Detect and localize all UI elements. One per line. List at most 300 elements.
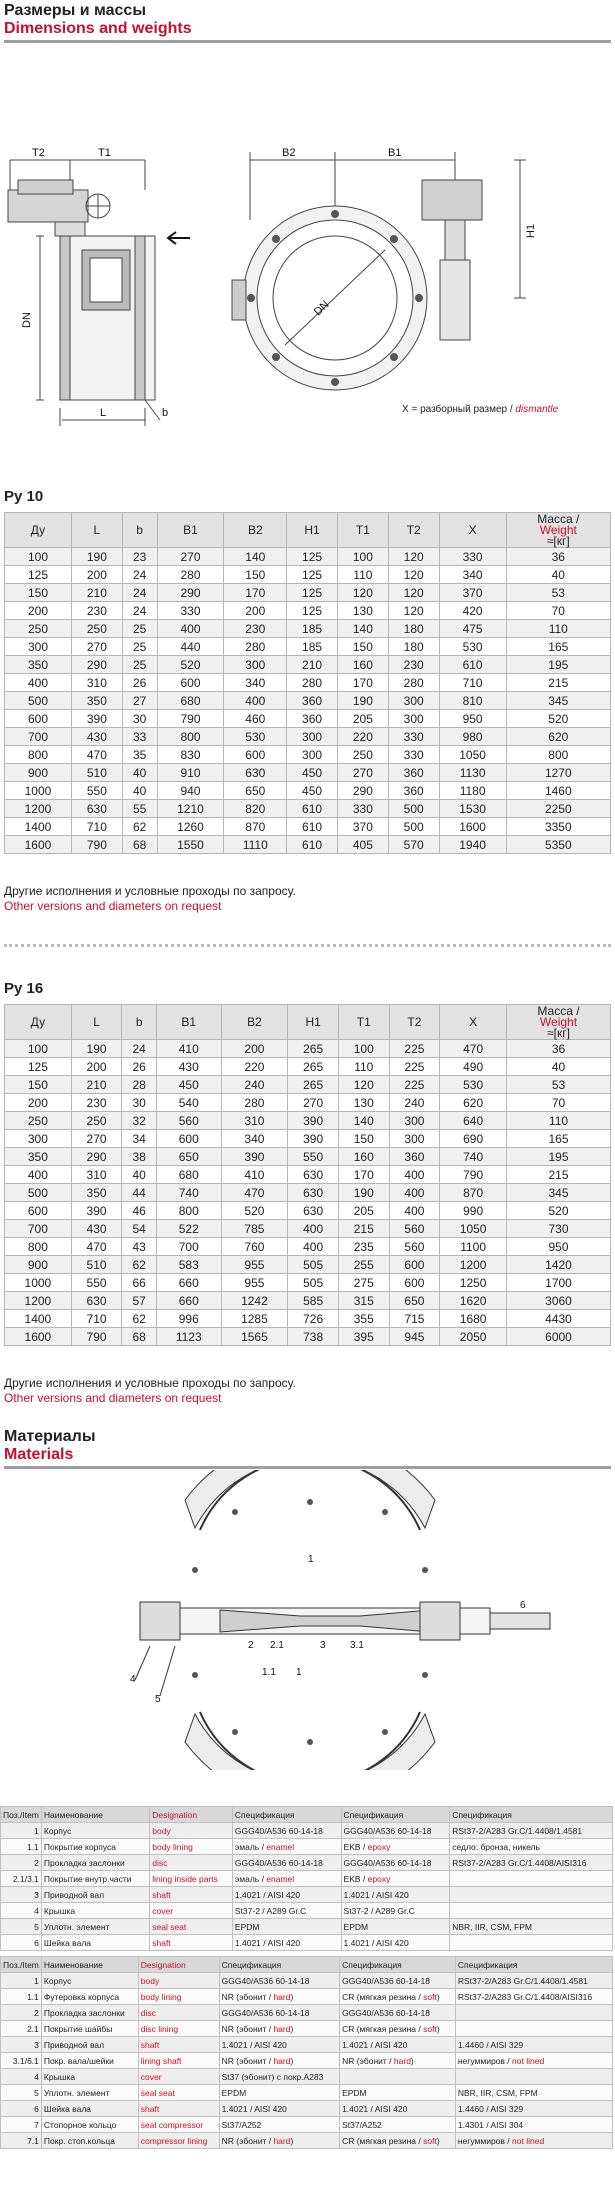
table-cell: 370 — [337, 818, 388, 836]
table-row — [5, 656, 611, 674]
table-cell: 1.4460 / AISI 329 — [455, 2037, 612, 2053]
table-row — [5, 836, 611, 854]
table-cell: 27 — [122, 692, 157, 710]
table-cell: lining shaft — [138, 2053, 219, 2069]
table-cell: 68 — [122, 1328, 157, 1346]
table-cell: CR (мягкая резина / soft) — [340, 2021, 456, 2037]
table-cell: 1.4021 / AISI 420 — [232, 1935, 341, 1951]
item-label: 1.1 — [262, 1667, 276, 1678]
table-cell: 650 — [224, 782, 287, 800]
table-cell: 1242 — [221, 1292, 288, 1310]
table-cell: 390 — [288, 1130, 339, 1148]
table-cell: 1210 — [157, 800, 224, 818]
table-cell: 340 — [439, 566, 506, 584]
table-cell: 1200 — [440, 1256, 507, 1274]
table-cell: 280 — [287, 674, 338, 692]
table-row — [1, 2069, 613, 2085]
table-cell: 350 — [5, 656, 72, 674]
table-cell: 2050 — [440, 1328, 507, 1346]
table-cell: 345 — [506, 1184, 610, 1202]
table-cell: 100 — [5, 1040, 72, 1058]
table-cell: 650 — [156, 1148, 221, 1166]
table-cell: 310 — [71, 674, 122, 692]
table-cell: 40 — [506, 1058, 610, 1076]
table-cell: Шейка вала — [41, 1935, 149, 1951]
table-row — [5, 1184, 611, 1202]
table-cell: 225 — [389, 1076, 440, 1094]
table-cell: 210 — [287, 656, 338, 674]
table-cell: 165 — [506, 1130, 610, 1148]
table-cell: 170 — [337, 674, 388, 692]
table-cell: 250 — [71, 620, 122, 638]
table-row — [5, 674, 611, 692]
table-cell: 630 — [224, 764, 287, 782]
label-t1: T1 — [98, 147, 111, 159]
mat-header-cell: Спецификация — [340, 1957, 456, 1973]
table-cell: 800 — [506, 746, 610, 764]
table-cell: 585 — [288, 1292, 339, 1310]
py10-table — [4, 512, 611, 854]
table-cell: 600 — [389, 1274, 440, 1292]
dims-title-en: Dimensions and weights — [4, 20, 192, 37]
table-cell: 740 — [440, 1148, 507, 1166]
table-cell: 68 — [122, 836, 157, 854]
table-cell: 405 — [337, 836, 388, 854]
table-cell: body — [150, 1823, 233, 1839]
table-cell: 1285 — [221, 1310, 288, 1328]
table-cell: 280 — [388, 674, 439, 692]
table-cell: Шейка вала — [41, 2101, 138, 2117]
table-cell: 1250 — [440, 1274, 507, 1292]
table-cell: 215 — [338, 1220, 389, 1238]
table-cell: GGG40/A536 60-14-18 — [219, 2005, 339, 2021]
table-cell: 340 — [224, 674, 287, 692]
table-row — [5, 548, 611, 566]
item-label: 6 — [520, 1600, 526, 1611]
table-cell: EPDM — [340, 2085, 456, 2101]
table-cell: 715 — [389, 1310, 440, 1328]
table-cell: 620 — [506, 728, 610, 746]
table-cell: 310 — [221, 1112, 288, 1130]
table-row — [5, 638, 611, 656]
table-cell: 1600 — [439, 818, 506, 836]
table-cell: disc — [150, 1855, 233, 1871]
table-cell: 630 — [71, 1292, 122, 1310]
col-du: Ду — [5, 1005, 72, 1040]
table-cell: 680 — [156, 1166, 221, 1184]
table-cell: 3 — [1, 1887, 42, 1903]
table-cell: 185 — [287, 638, 338, 656]
table-row — [1, 2133, 613, 2149]
table-cell: 690 — [440, 1130, 507, 1148]
table-cell: 700 — [5, 728, 72, 746]
table-cell — [340, 2069, 456, 2085]
table-cell: 1.4021 / AISI 420 — [219, 2101, 339, 2117]
table-cell: 340 — [221, 1130, 288, 1148]
table-cell: 30 — [122, 1094, 157, 1112]
table-cell: 190 — [71, 1040, 122, 1058]
table-cell: 265 — [288, 1058, 339, 1076]
table-cell: 1400 — [5, 1310, 72, 1328]
table-cell: 300 — [287, 728, 338, 746]
table-row — [1, 2101, 613, 2117]
table-cell: 38 — [122, 1148, 157, 1166]
table-cell: 36 — [506, 1040, 610, 1058]
table-cell: EPDM — [219, 2085, 339, 2101]
table-cell: 600 — [389, 1256, 440, 1274]
table-cell: 1600 — [5, 1328, 72, 1346]
table-cell: 390 — [71, 1202, 122, 1220]
col-t1: T1 — [338, 1005, 389, 1040]
table-cell: Стопорное кольцо — [41, 2117, 138, 2133]
table-cell: shaft — [138, 2101, 219, 2117]
table-cell: 490 — [440, 1058, 507, 1076]
table-cell: 410 — [221, 1166, 288, 1184]
table-cell: 980 — [439, 728, 506, 746]
table-row — [5, 710, 611, 728]
table-cell: 360 — [388, 782, 439, 800]
table-row — [5, 1166, 611, 1184]
table-cell: 1100 — [440, 1238, 507, 1256]
py10-note-en: Other versions and diameters on request — [4, 899, 222, 913]
table-cell: 710 — [71, 818, 122, 836]
table-row — [5, 602, 611, 620]
materials-title-ru: Материалы — [4, 1428, 96, 1445]
table-cell: 110 — [506, 620, 610, 638]
col-b: b — [122, 1005, 157, 1040]
table-cell: 100 — [337, 548, 388, 566]
table-cell: 4 — [1, 2069, 42, 2085]
table-cell: 120 — [337, 584, 388, 602]
table-cell: 1600 — [5, 836, 72, 854]
table-cell: 560 — [389, 1238, 440, 1256]
item-label: 2 — [248, 1640, 254, 1651]
table-cell: 4430 — [506, 1310, 610, 1328]
table-cell: GGG40/A536 60-14-18 — [232, 1855, 341, 1871]
label-b2: B2 — [282, 147, 296, 159]
col-l: L — [71, 1005, 122, 1040]
table-cell: 24 — [122, 566, 157, 584]
label-h1: H1 — [525, 223, 537, 238]
table-cell — [450, 1871, 613, 1887]
table-cell: 1200 — [5, 1292, 72, 1310]
table-cell — [455, 2069, 612, 2085]
table-cell: 470 — [71, 1238, 122, 1256]
table-cell: эмаль / enamel — [232, 1871, 341, 1887]
table-cell: 2.1 — [1, 2021, 42, 2037]
label-b1: B1 — [388, 147, 402, 159]
table-cell: 460 — [224, 710, 287, 728]
table-cell: 2250 — [506, 800, 610, 818]
table-cell: 205 — [338, 1202, 389, 1220]
table-cell: 210 — [71, 1076, 122, 1094]
table-cell: 520 — [157, 656, 224, 674]
table-cell: 680 — [157, 692, 224, 710]
materials-title-en: Materials — [4, 1446, 74, 1463]
table-cell: NR (эбонит / hard) — [219, 2133, 339, 2149]
table-cell: 300 — [388, 710, 439, 728]
table-cell: 7.1 — [1, 2133, 42, 2149]
py16-table — [4, 1004, 611, 1346]
col-h1: H1 — [287, 513, 338, 548]
table-cell: Прокладка заслонки — [41, 1855, 149, 1871]
table-cell: 34 — [122, 1130, 157, 1148]
table-cell: 290 — [337, 782, 388, 800]
table-cell: 1 — [1, 1973, 42, 1989]
table-cell: 945 — [389, 1328, 440, 1346]
table-cell: 24 — [122, 602, 157, 620]
table-cell: негуммиров / not lined — [455, 2133, 612, 2149]
table-cell: 57 — [122, 1292, 157, 1310]
table-cell: 28 — [122, 1076, 157, 1094]
label-l: L — [100, 407, 107, 419]
table-cell: 200 — [224, 602, 287, 620]
table-cell: GGG40/A536 60-14-18 — [232, 1823, 341, 1839]
table-row — [5, 728, 611, 746]
table-cell: 1620 — [440, 1292, 507, 1310]
table-cell: 150 — [5, 1076, 72, 1094]
table-row — [5, 800, 611, 818]
table-cell: 620 — [440, 1094, 507, 1112]
table-row — [5, 1040, 611, 1058]
table-cell: 46 — [122, 1202, 157, 1220]
table-row — [1, 1919, 613, 1935]
table-cell: 24 — [122, 1040, 157, 1058]
table-cell: 200 — [71, 1058, 122, 1076]
table-cell: 710 — [439, 674, 506, 692]
table-cell: 800 — [157, 728, 224, 746]
table-cell: EPDM — [232, 1919, 341, 1935]
table-cell: 125 — [287, 584, 338, 602]
table-cell: 26 — [122, 674, 157, 692]
table-cell: 70 — [506, 602, 610, 620]
table-cell: 1565 — [221, 1328, 288, 1346]
table-cell: 160 — [338, 1148, 389, 1166]
table-cell: disc — [138, 2005, 219, 2021]
table-cell: 996 — [156, 1310, 221, 1328]
section-divider — [4, 1466, 611, 1469]
table-cell: 5350 — [506, 836, 610, 854]
table-cell: 1.1 — [1, 1839, 42, 1855]
table-cell: 26 — [122, 1058, 157, 1076]
table-cell: 235 — [338, 1238, 389, 1256]
table-cell: 500 — [5, 1184, 72, 1202]
table-cell: 940 — [157, 782, 224, 800]
mat-header-cell: Designation — [150, 1807, 233, 1823]
table-cell: 44 — [122, 1184, 157, 1202]
mat-header-cell: Поз./Item — [1, 1807, 42, 1823]
table-cell: 630 — [288, 1184, 339, 1202]
table-cell: 36 — [506, 548, 610, 566]
table-cell: 360 — [388, 764, 439, 782]
table-cell: 300 — [389, 1130, 440, 1148]
table-cell — [450, 1903, 613, 1919]
table-cell: 1110 — [224, 836, 287, 854]
table-cell: 600 — [5, 1202, 72, 1220]
col-mass: Масса / Weight ≈[кг] — [506, 513, 610, 548]
table-cell: 600 — [156, 1130, 221, 1148]
table-row — [5, 1310, 611, 1328]
table-cell: 110 — [506, 1112, 610, 1130]
table-cell: Корпус — [41, 1973, 138, 1989]
table-cell: 200 — [71, 566, 122, 584]
table-cell: 3060 — [506, 1292, 610, 1310]
table-cell: 730 — [506, 1220, 610, 1238]
table-row — [5, 692, 611, 710]
table-cell: 32 — [122, 1112, 157, 1130]
table-cell: Покр. вала/шейки — [41, 2053, 138, 2069]
table-cell: 140 — [338, 1112, 389, 1130]
table-cell: NBR, IIR, CSM, FPM — [450, 1919, 613, 1935]
table-cell: St37 (эбонит) с покр.A283 — [219, 2069, 339, 2085]
table-cell: Крышка — [41, 2069, 138, 2085]
table-cell: 600 — [224, 746, 287, 764]
table-cell: 510 — [71, 764, 122, 782]
table-cell: 810 — [439, 692, 506, 710]
table-cell: 955 — [221, 1256, 288, 1274]
table-cell: 160 — [337, 656, 388, 674]
table-row — [1, 1973, 613, 1989]
mat-header-cell: Designation — [138, 1957, 219, 1973]
table-cell: 125 — [287, 602, 338, 620]
mat-header-cell: Спецификация — [450, 1807, 613, 1823]
table-cell: 1.4021 / AISI 420 — [340, 2101, 456, 2117]
table-cell: 205 — [337, 710, 388, 728]
table-cell: 25 — [122, 620, 157, 638]
table-cell: 395 — [338, 1328, 389, 1346]
table-cell: 520 — [506, 710, 610, 728]
table-cell: 560 — [156, 1112, 221, 1130]
table-cell: 40 — [506, 566, 610, 584]
table-cell: 610 — [287, 818, 338, 836]
materials-table-2 — [0, 1956, 613, 2149]
table-cell: 70 — [506, 1094, 610, 1112]
dismantle-note: X = разборный размер / dismantle — [402, 404, 559, 415]
mat-header-cell: Спецификация — [219, 1957, 339, 1973]
table-cell: 195 — [506, 1148, 610, 1166]
materials-table-1 — [0, 1806, 613, 1951]
table-cell: 726 — [288, 1310, 339, 1328]
table-cell: 955 — [221, 1274, 288, 1292]
table-cell: 225 — [389, 1058, 440, 1076]
table-cell: 1.4460 / AISI 329 — [455, 2101, 612, 2117]
table-cell: 6 — [1, 1935, 42, 1951]
table-cell: body lining — [150, 1839, 233, 1855]
table-cell: 355 — [338, 1310, 389, 1328]
table-cell: 610 — [439, 656, 506, 674]
table-cell — [455, 2005, 612, 2021]
table-row — [5, 1130, 611, 1148]
table-cell: Уплотн. элемент — [41, 2085, 138, 2101]
table-cell: 1050 — [440, 1220, 507, 1238]
py16-title: Ру 16 — [4, 980, 44, 997]
table-cell: 220 — [337, 728, 388, 746]
table-cell: 475 — [439, 620, 506, 638]
col-b1: B1 — [156, 1005, 221, 1040]
table-cell: 1420 — [506, 1256, 610, 1274]
table-cell: 370 — [439, 584, 506, 602]
table-cell: 125 — [5, 1058, 72, 1076]
table-cell: 600 — [5, 710, 72, 728]
table-cell: 125 — [5, 566, 72, 584]
table-cell: 280 — [157, 566, 224, 584]
table-cell: 250 — [5, 620, 72, 638]
col-b2: B2 — [224, 513, 287, 548]
table-cell: 820 — [224, 800, 287, 818]
item-label: 3 — [320, 1640, 326, 1651]
table-cell: 1.4021 / AISI 420 — [219, 2037, 339, 2053]
table-cell: 400 — [157, 620, 224, 638]
dims-section-title — [4, 2, 192, 38]
table-cell: 62 — [122, 818, 157, 836]
table-cell: 200 — [5, 1094, 72, 1112]
table-cell: 280 — [221, 1094, 288, 1112]
table-cell: Покрытие шайбы — [41, 2021, 138, 2037]
table-cell: 35 — [122, 746, 157, 764]
mat-header-cell: Наименование — [41, 1807, 149, 1823]
table-cell: Приводной вал — [41, 2037, 138, 2053]
table-cell: 300 — [224, 656, 287, 674]
table-cell: 1700 — [506, 1274, 610, 1292]
table-cell: 360 — [287, 692, 338, 710]
table-cell: 583 — [156, 1256, 221, 1274]
table-cell: 790 — [157, 710, 224, 728]
table-cell: 560 — [389, 1220, 440, 1238]
table-cell: 660 — [156, 1274, 221, 1292]
table-row — [5, 1148, 611, 1166]
table-cell: 33 — [122, 728, 157, 746]
col-t2: T2 — [389, 1005, 440, 1040]
table-cell: shaft — [150, 1887, 233, 1903]
table-cell: 3 — [1, 2037, 42, 2053]
table-cell: 430 — [71, 728, 122, 746]
table-cell: cover — [150, 1903, 233, 1919]
table-cell: 120 — [338, 1076, 389, 1094]
table-cell: St37-2 / A289 Gr.C — [341, 1903, 450, 1919]
table-cell: 1460 — [506, 782, 610, 800]
table-cell: 630 — [71, 800, 122, 818]
table-cell: 900 — [5, 764, 72, 782]
table-cell: 1680 — [440, 1310, 507, 1328]
table-cell: 1.4021 / AISI 420 — [341, 1935, 450, 1951]
table-cell: 225 — [389, 1040, 440, 1058]
table-cell: 220 — [221, 1058, 288, 1076]
table-cell: 6000 — [506, 1328, 610, 1346]
table-cell: 350 — [5, 1148, 72, 1166]
table-cell: 290 — [157, 584, 224, 602]
table-row — [5, 1292, 611, 1310]
table-cell: 738 — [288, 1328, 339, 1346]
table-cell: 140 — [337, 620, 388, 638]
table-cell: 250 — [337, 746, 388, 764]
mat-header-cell: Спецификация — [341, 1807, 450, 1823]
table-cell: 2 — [1, 1855, 42, 1871]
table-cell: St37/A252 — [340, 2117, 456, 2133]
table-cell: 785 — [221, 1220, 288, 1238]
table-cell: 180 — [388, 620, 439, 638]
table-cell: 300 — [5, 1130, 72, 1148]
table-cell: 270 — [71, 1130, 122, 1148]
table-cell: 390 — [221, 1148, 288, 1166]
table-cell: 215 — [506, 1166, 610, 1184]
table-cell: 400 — [389, 1202, 440, 1220]
table-cell: 43 — [122, 1238, 157, 1256]
table-cell: Покр. стоп.кольца — [41, 2133, 138, 2149]
item-label: 4 — [130, 1674, 136, 1685]
table-cell: седло: бронза, никель — [450, 1839, 613, 1855]
table-cell: 500 — [388, 818, 439, 836]
table-cell: body lining — [138, 1989, 219, 2005]
